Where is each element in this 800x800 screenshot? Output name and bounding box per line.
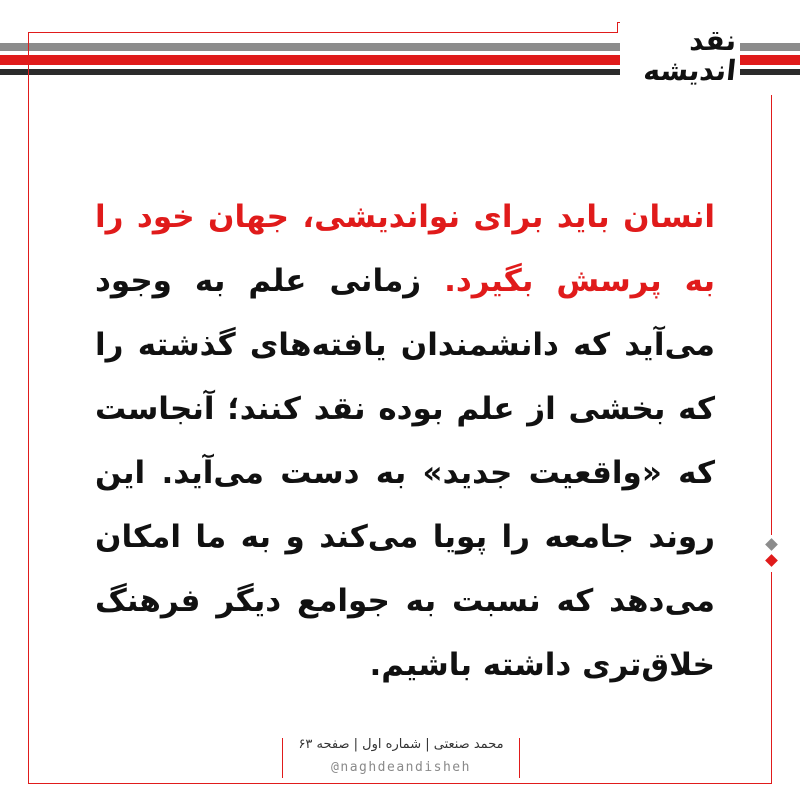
frame-right-line-upper [771, 95, 772, 535]
quote-text [95, 185, 715, 697]
header-stripe-gray-right [740, 43, 800, 51]
frame-bottom-line [28, 783, 772, 784]
logo-line2: اندیشه [642, 54, 738, 87]
frame-right-line-lower [771, 572, 772, 783]
diamond-red-icon [765, 554, 778, 567]
header-stripe-gray [0, 43, 620, 51]
frame-logo-left-line [617, 22, 618, 32]
header-stripe-red-right [740, 55, 800, 65]
header-stripe-dark-right [740, 69, 800, 75]
frame-top-line [28, 32, 618, 33]
header-stripe-dark [0, 69, 620, 75]
quote-body: زمانی علم به وجود می‌آید که دانشمندان یافته‌های گذشته را که بخشی از علم بوده نقد کنند؛ آنجاست که «واقعیت جدید» به دست می‌آید. این روند جامعه را پویا می‌کند و به ما امکان می‌دهد که نسبت به جوامع دیگر فرهنگ خلاق‌تری داشته باشیم. [95, 263, 715, 683]
diamond-gray-icon [765, 538, 778, 551]
logo-line1: نقد [689, 24, 736, 57]
header-stripe-red [0, 55, 620, 65]
footer-credit: محمد صنعتی | شماره اول | صفحه ۶۳ [298, 737, 504, 752]
footer-handle: @naghdeandisheh [331, 760, 471, 775]
logo [628, 26, 736, 90]
frame-left-line [28, 32, 29, 784]
quote-highlight: انسان باید برای نواندیشی، جهان خود را به پرسش بگیرد. [95, 199, 716, 299]
